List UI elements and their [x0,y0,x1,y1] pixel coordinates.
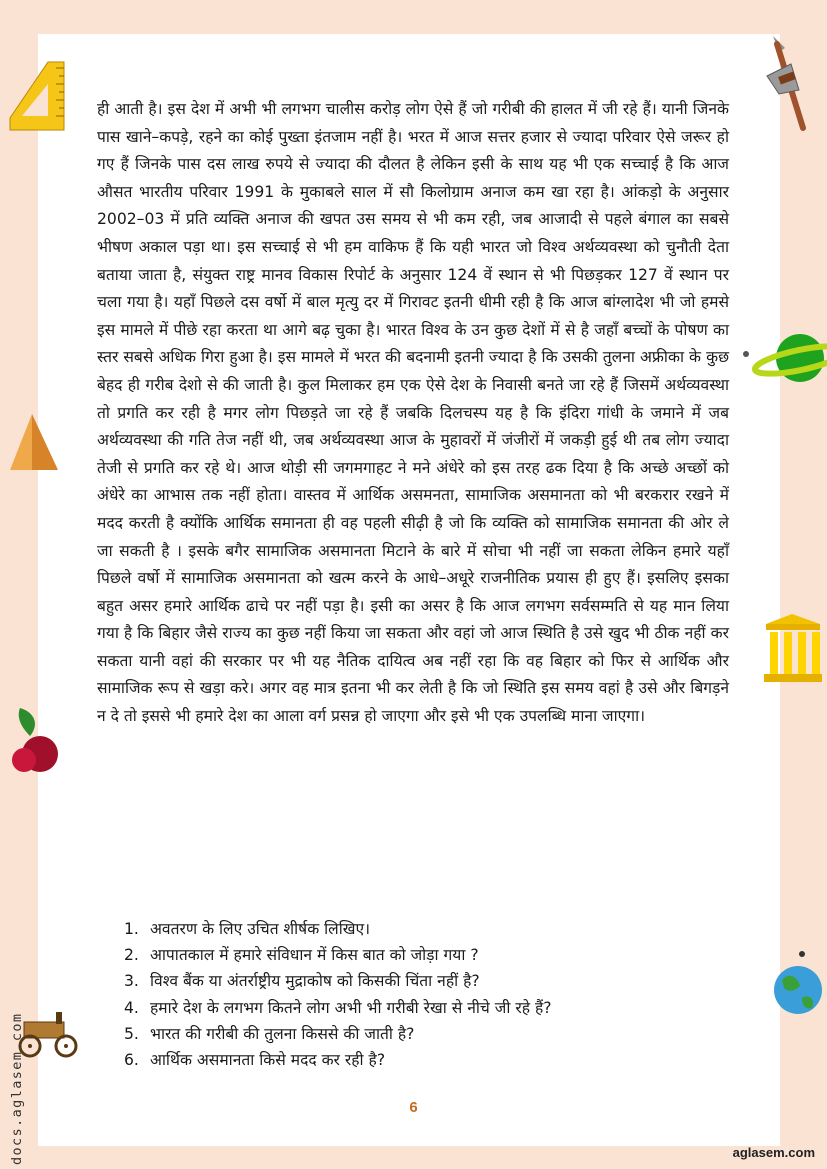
question-number: 3. [124,972,139,991]
question-number: 6. [124,1051,139,1070]
planet-icon [740,328,827,388]
question-text: हमारे देश के लगभग कितने लोग अभी भी गरीबी रेखा से नीचे जी रहे हैं? [150,998,552,1017]
question-list [124,916,724,1073]
question-item [124,916,724,942]
page-number: 6 [409,1099,418,1116]
question-text: आर्थिक असमानता किसे मदद कर रही है? [150,1051,386,1070]
fruit-icon [10,706,60,778]
question-number: 4. [124,998,139,1017]
globe-icon [768,946,823,1016]
question-item [124,968,724,994]
site-link[interactable]: aglasem.com [732,1145,815,1160]
question-text: अवतरण के लिए उचित शीर्षक लिखिए। [150,920,371,938]
stone-axe-icon [765,34,815,134]
pillar-icon [762,612,824,684]
question-text: भारत की गरीबी की तुलना किससे की जाती है? [150,1024,415,1043]
ruler-icon [4,58,66,132]
question-item [124,1047,724,1073]
question-text: आपातकाल में हमारे संविधान में किस बात को जोड़ा गया ? [150,946,479,965]
pyramid-icon [8,412,58,472]
question-item [124,942,724,968]
question-number: 5. [124,1024,139,1043]
question-number: 1. [124,920,139,938]
question-text: विश्व बैंक या अंतर्राष्ट्रीय मुद्राकोष को किसकी चिंता नहीं है? [150,972,480,991]
passage-paragraph: ही आती है। इस देश में अभी भी लगभग चालीस करोड़ लोग ऐसे हैं जो गरीबी की हालत में जी रहे हैं। यानी जिनके पास खाने–कपड़े, रहने का कोई पुख्ता इंतजाम नहीं है। भरत में आज सत्तर हजार से ज्यादा परिवार ऐसे जरूर हो गए हैं जिनके पास दस लाख रुपये से ज्यादा की दौलत है लेकिन इसी के साथ यह भी एक सच्चाई है कि आज औसत भारतीय परिवार 1991 के मुकाबले साल में सौ किलोग्राम अनाज कम खा रहा है। आंकड़ो के अनुसार 2002–03 में प्रति व्यक्ति अनाज की खपत उस समय से भी कम रही, जब आजादी से पहले बंगाल का सबसे भीषण अकाल पड़ा था। इस सच्चाई से भी हम वाकिफ हैं कि यही भारत जो विश्व अर्थव्यवस्था को चुनौती देता बताया जाता है, संयुक्त राष्ट्र मानव विकास रिपोर्ट के अनुसार 124 वें स्थान से भी पिछड़कर 127 वें स्थान पर चला गया है। यहाँ पिछले दस वर्षो में बाल मृत्यु दर में गिरावट इतनी धीमी रही है कि आज बांग्लादेश भी जो हमसे इस मामले में पीछे रहा करता था आगे बढ़ चुका है। भारत विश्व के उन कुछ देशों में से है जहाँ बच्चों के पोषण का स्तर सबसे अधिक गिरा हुआ है। इस मामले में भरत की बदनामी इतनी ज्यादा है कि उसकी तुलना अफ्रीका के कुछ बेहद ही गरीब देशो से की जाती है। कुल मिलाकर हम एक ऐसे देश के निवासी बनते जा रहे हैं जिसमें अर्थव्यवस्था तो प्रगति कर रही है मगर लोग पिछड़ते जा रहे हैं जबकि दिलचस्प यह है कि इंदिरा गांधी के जमाने में जब अर्थव्यवस्था की गति तेज नहीं थी, जब अर्थव्यवस्था आज के मुहावरों में जंजीरों में जकड़ी हुई थी तब लोग ज्यादा तेजी से प्रगति कर रहे थे। आज थोड़ी सी जगमगाहट ने मने अंधेरे को इस तरह ढक दिया है कि अच्छे अच्छों को अंधेरे का आभास तक नहीं होता। वास्तव में आर्थिक असमनता, सामाजिक असमानता को भी बरकरार रखने में मदद करती है क्योंकि आर्थिक समानता ही वह पहली सीढ़ी है जो कि व्यक्ति को सामाजिक समानता की ओर ले जा सकती है । इसके बगैर सामाजिक असमानता मिटाने के बारे में सोचा भी नहीं जा सकता लेकिन हमारे यहाँ पिछले वर्षो में सामाजिक असमानता को खत्म करने के आधे–अधूरे राजनीतिक प्रयास ही हुए हैं। इसलिए इसका बहुत असर हमारे आर्थिक ढाचे पर नहीं पड़ा है। इसी का असर है कि आज लगभग सर्वसम्मति से यह मान लिया गया है कि बिहार जैसे राज्य का कुछ नहीं किया जा सकता और वहां जो आज स्थिति है उसे खुद भी ठीक नहीं कर सकता यानी वहां की सरकार पर भी यह नैतिक दायित्व अब नहीं रहा कि वह बिहार को फिर से आर्थिक और सामाजिक रूप से खड़ा करे। अगर वह मात्र इतना भी कर लेती है कि जो स्थिति इस समय वहां है उसे और बिगड़ने न दे तो इससे भी हमारे देश का आला वर्ग प्रसन्न हो जाएगा और इसे भी एक उपलब्धि माना जाएगा। [97,100,729,726]
question-item [124,995,724,1021]
watermark-text: docs.aglasem.com [9,1012,25,1165]
question-number: 2. [124,946,139,965]
question-item [124,1021,724,1047]
